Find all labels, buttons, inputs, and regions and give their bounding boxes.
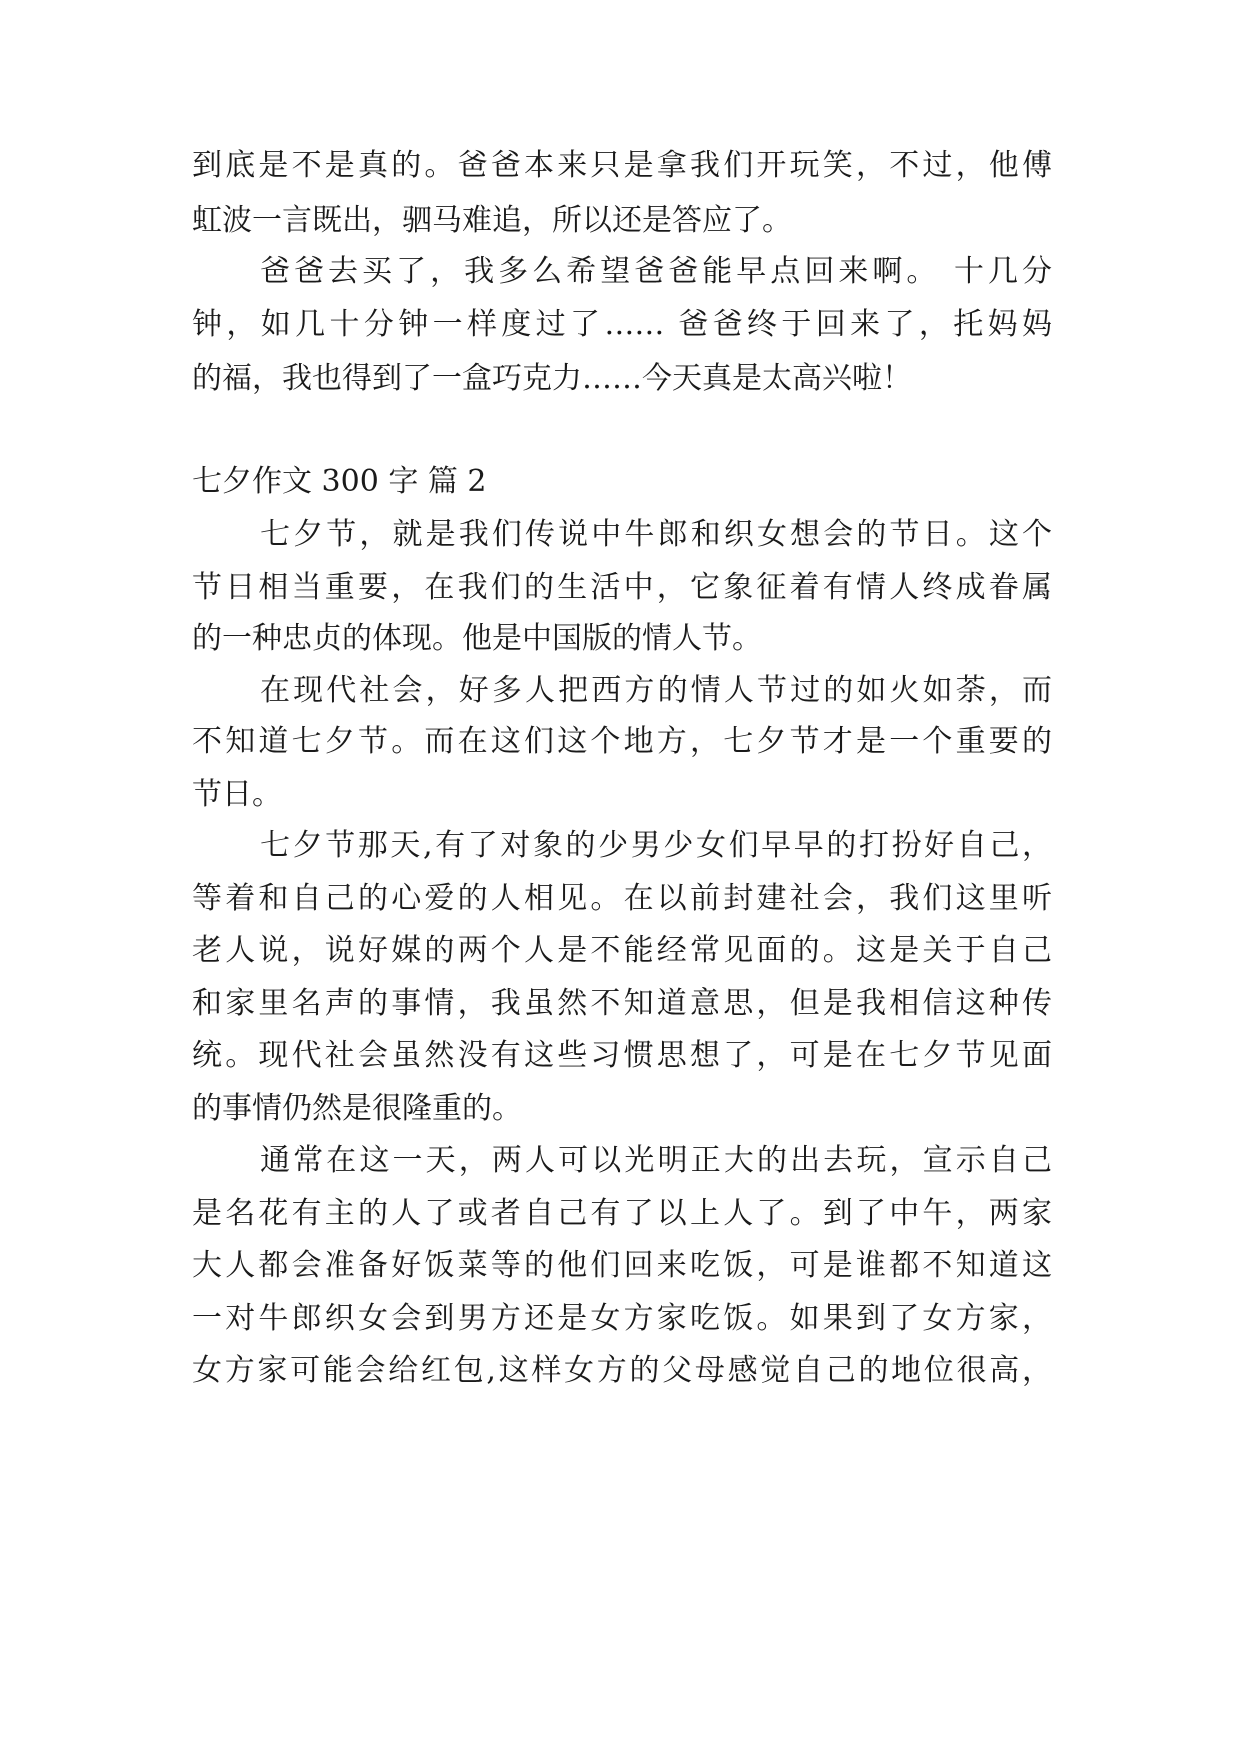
text-line: 大人都会准备好饭菜等的他们回来吃饭，可是谁都不知道这 (192, 1248, 1052, 1283)
text-line: 通常在这一天，两人可以光明正大的出去玩，宣示自己 (260, 1143, 1052, 1178)
text-line: 一对牛郎织女会到男方还是女方家吃饭。如果到了女方家， (192, 1301, 1052, 1336)
text-line: 女方家可能会给红包,这样女方的父母感觉自己的地位很高， (192, 1353, 1052, 1388)
text-line: 是名花有主的人了或者自己有了以上人了。到了中午，两家 (192, 1196, 1052, 1231)
text-line: 老人说，说好媒的两个人是不能经常见面的。这是关于自己 (192, 933, 1052, 968)
text-line: 的事情仍然是很隆重的。 (192, 1091, 522, 1126)
text-line: 虹波一言既出，驷马难追，所以还是答应了。 (192, 203, 792, 238)
text-line: 统。现代社会虽然没有这些习惯思想了，可是在七夕节见面 (192, 1038, 1052, 1073)
text-line: 在现代社会，好多人把西方的情人节过的如火如荼，而 (260, 673, 1052, 708)
text-line: 爸爸去买了，我多么希望爸爸能早点回来啊。 十几分 (260, 254, 1052, 289)
text-line: 等着和自己的心爱的人相见。在以前封建社会，我们这里听 (192, 881, 1052, 916)
text-line: 钟，如几十分钟一样度过了…… 爸爸终于回来了，托妈妈 (192, 307, 1052, 342)
section-heading: 七夕作文 300 字 篇 2 (192, 464, 487, 499)
text-line: 和家里名声的事情，我虽然不知道意思，但是我相信这种传 (192, 986, 1052, 1021)
text-line: 节日。 (192, 777, 282, 812)
text-line: 的一种忠贞的体现。他是中国版的情人节。 (192, 621, 762, 656)
text-line: 节日相当重要，在我们的生活中，它象征着有情人终成眷属 (192, 570, 1052, 605)
text-line: 七夕节那天,有了对象的少男少女们早早的打扮好自己， (260, 828, 1052, 863)
text-line: 七夕节，就是我们传说中牛郎和织女想会的节日。这个 (260, 517, 1052, 552)
text-line: 到底是不是真的。爸爸本来只是拿我们开玩笑，不过，他傅 (192, 148, 1052, 183)
text-line: 不知道七夕节。而在这们这个地方，七夕节才是一个重要的 (192, 724, 1052, 759)
text-line: 的福，我也得到了一盒巧克力……今天真是太高兴啦！ (192, 361, 912, 396)
